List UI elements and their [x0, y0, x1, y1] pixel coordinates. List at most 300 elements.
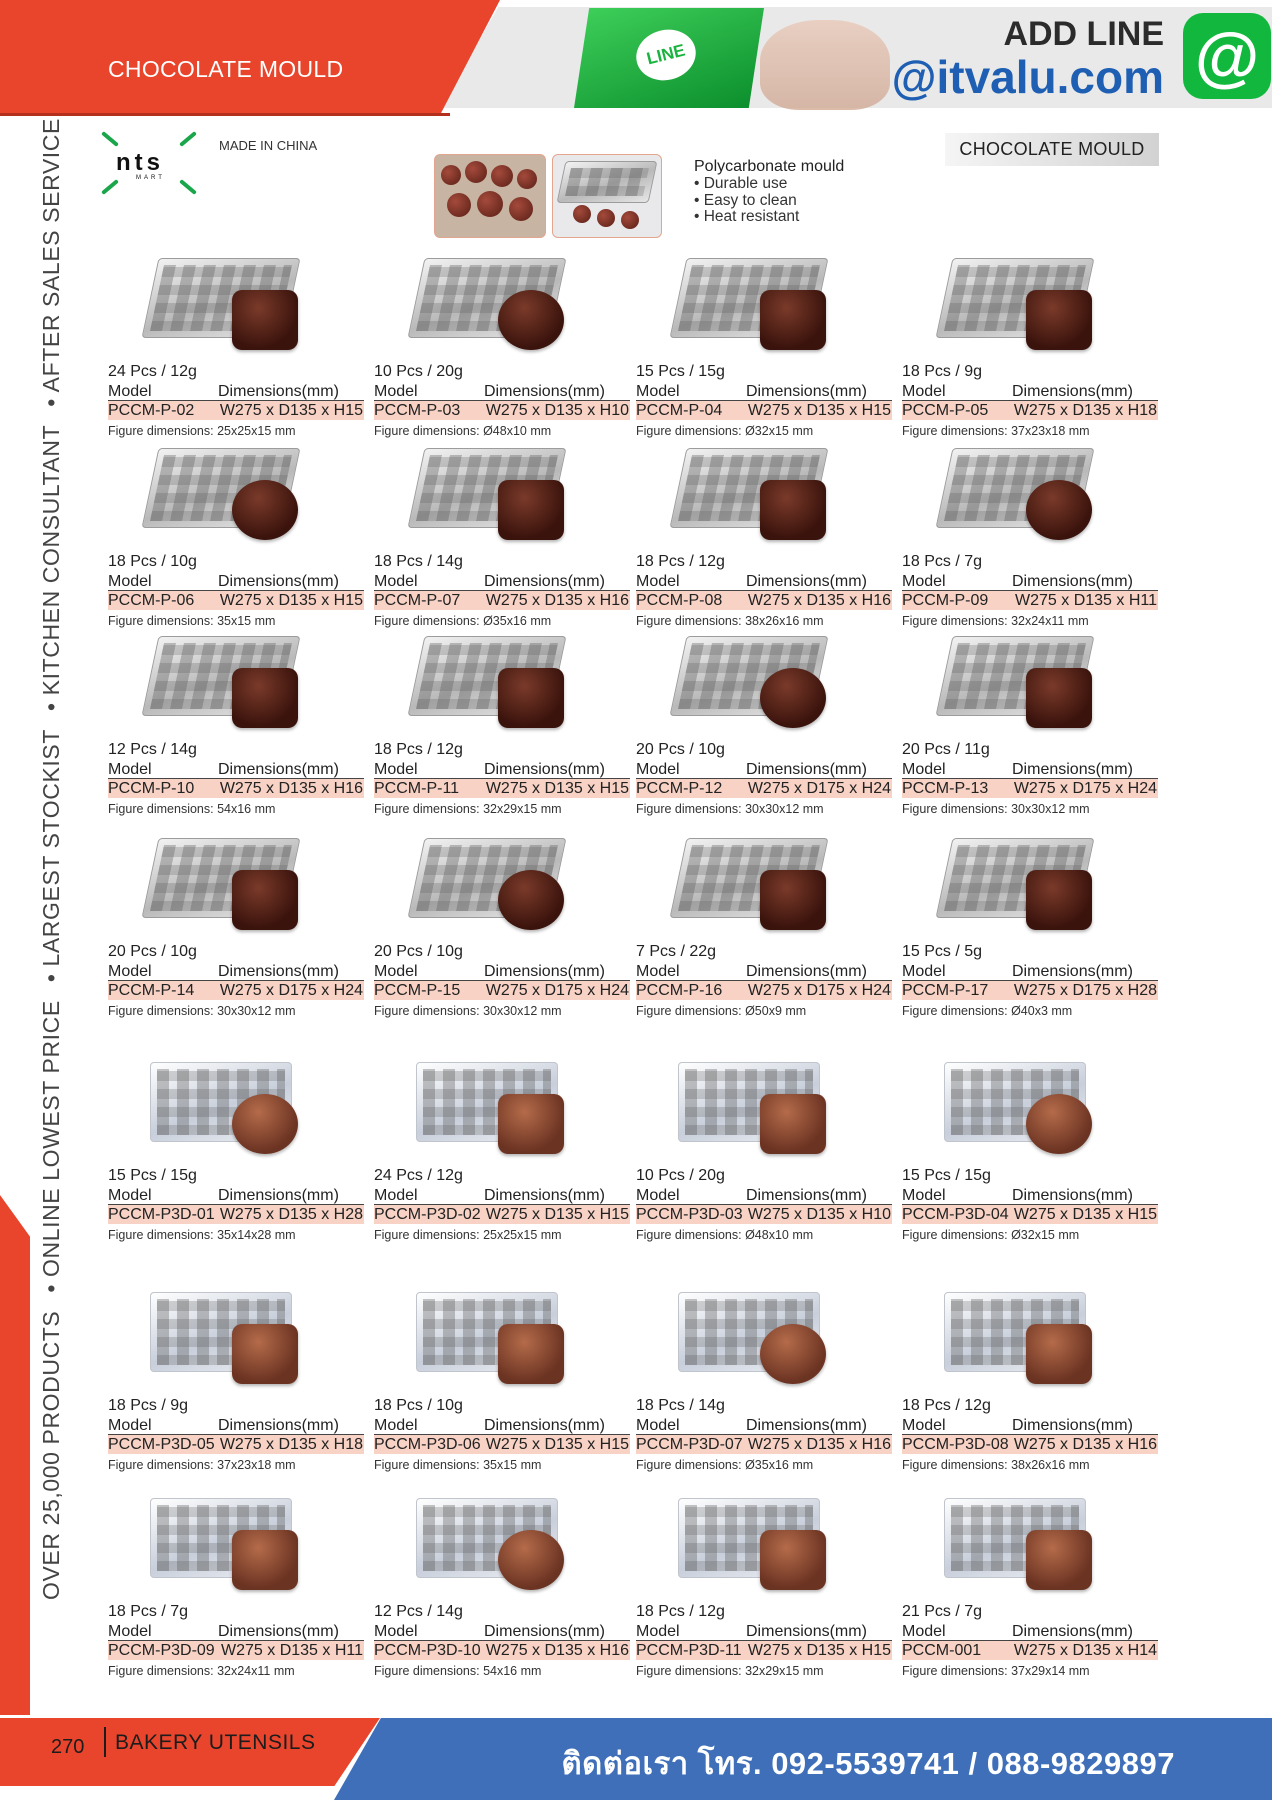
model-row — [374, 1435, 630, 1454]
figure-dimensions: Figure dimensions: Ø48x10 mm — [636, 1228, 814, 1242]
product-card[interactable] — [902, 628, 1158, 818]
dimensions-label: Dimensions(mm) — [218, 1623, 339, 1640]
dimensions-label: Dimensions(mm) — [746, 963, 867, 980]
product-count: 15 Pcs / 15g — [108, 1167, 197, 1184]
model-label: Model — [374, 761, 418, 778]
model-label: Model — [636, 963, 680, 980]
product-card[interactable] — [636, 628, 892, 818]
product-count: 20 Pcs / 10g — [636, 741, 725, 758]
model-label: Model — [374, 1187, 418, 1204]
line-at-icon[interactable] — [1183, 13, 1271, 99]
sidebar-item: • ONLINE LOWEST PRICE — [38, 1000, 64, 1293]
product-image — [416, 628, 586, 740]
side-accent-bar — [0, 1195, 30, 1715]
model-dimensions: W275 x D175 x H24 — [485, 982, 629, 999]
product-count: 15 Pcs / 15g — [902, 1167, 991, 1184]
figure-dimensions: Figure dimensions: 30x30x12 mm — [902, 802, 1090, 816]
spec-header — [108, 572, 364, 591]
dimensions-label: Dimensions(mm) — [1012, 1623, 1133, 1640]
chocolate-piece — [760, 668, 826, 728]
model-dimensions: W275 x D175 x H24 — [219, 982, 363, 999]
model-code: PCCM-P3D-01 — [108, 1206, 215, 1223]
model-dimensions: W275 x D175 x H28 — [1013, 982, 1157, 999]
model-row — [902, 779, 1158, 798]
model-label: Model — [374, 1417, 418, 1434]
model-row — [374, 1641, 630, 1660]
dimensions-label: Dimensions(mm) — [484, 1623, 605, 1640]
line-logo-text: LINE — [644, 40, 687, 69]
dimensions-label: Dimensions(mm) — [484, 1187, 605, 1204]
chocolate-piece — [760, 290, 826, 350]
chocolate-piece — [498, 1094, 564, 1154]
feature-item: • Easy to clean — [694, 193, 799, 210]
model-code: PCCM-P3D-09 — [108, 1642, 215, 1659]
figure-dimensions: Figure dimensions: 30x30x12 mm — [636, 802, 824, 816]
model-code: PCCM-P-06 — [108, 592, 195, 609]
model-row — [108, 981, 364, 1000]
product-count: 15 Pcs / 15g — [636, 363, 725, 380]
model-dimensions: W275 x D135 x H15 — [219, 402, 363, 419]
product-count: 12 Pcs / 14g — [108, 741, 197, 758]
spec-header — [374, 1186, 630, 1205]
spec-header — [374, 1622, 630, 1641]
product-image — [150, 1054, 320, 1166]
product-card[interactable] — [108, 830, 364, 1020]
model-dimensions: W275 x D175 x H24 — [747, 780, 891, 797]
spec-header — [374, 572, 630, 591]
product-image — [416, 1054, 586, 1166]
chocolate-piece — [1026, 480, 1092, 540]
model-dimensions: W275 x D135 x H15 — [747, 1642, 891, 1659]
dimensions-label: Dimensions(mm) — [218, 573, 339, 590]
dimensions-label: Dimensions(mm) — [746, 383, 867, 400]
chocolate-ball — [509, 197, 533, 221]
product-card[interactable] — [374, 1284, 630, 1474]
product-count: 18 Pcs / 10g — [374, 1397, 463, 1414]
product-image — [416, 1284, 586, 1396]
category-badge: CHOCOLATE MOULD — [945, 133, 1159, 166]
dimensions-label: Dimensions(mm) — [484, 1417, 605, 1434]
model-label: Model — [374, 1623, 418, 1640]
page-number: 270 — [51, 1736, 85, 1758]
model-row — [902, 1435, 1158, 1454]
model-row — [636, 1435, 892, 1454]
chocolate-piece — [1026, 1530, 1092, 1590]
model-code: PCCM-P-15 — [374, 982, 461, 999]
model-dimensions: W275 x D135 x H28 — [219, 1206, 363, 1223]
figure-dimensions: Figure dimensions: Ø35x16 mm — [636, 1458, 814, 1472]
spec-header — [902, 1622, 1158, 1641]
model-label: Model — [902, 573, 946, 590]
sidebar-slogan — [38, 118, 78, 1600]
spec-header — [108, 1186, 364, 1205]
product-image — [944, 250, 1114, 362]
figure-dimensions: Figure dimensions: 32x29x15 mm — [636, 1664, 824, 1678]
product-count: 12 Pcs / 14g — [374, 1603, 463, 1620]
model-row — [108, 1435, 364, 1454]
chocolate-ball — [597, 209, 615, 227]
product-card[interactable] — [636, 1054, 892, 1244]
model-label: Model — [108, 383, 152, 400]
model-row — [636, 401, 892, 420]
model-label: Model — [108, 1417, 152, 1434]
chocolate-piece — [232, 480, 298, 540]
logo-tick-icon — [101, 131, 119, 147]
spec-header — [108, 1416, 364, 1435]
product-card[interactable] — [374, 440, 630, 630]
dimensions-label: Dimensions(mm) — [746, 1417, 867, 1434]
product-count: 24 Pcs / 12g — [108, 363, 197, 380]
figure-dimensions: Figure dimensions: 30x30x12 mm — [108, 1004, 296, 1018]
sidebar-item: OVER 25,000 PRODUCTS — [38, 1310, 64, 1600]
product-card[interactable] — [374, 250, 630, 440]
model-dimensions: W275 x D135 x H16 — [747, 1436, 891, 1453]
product-card[interactable] — [902, 1284, 1158, 1474]
spec-header — [902, 382, 1158, 401]
chocolate-piece — [760, 870, 826, 930]
model-dimensions: W275 x D135 x H15 — [485, 780, 629, 797]
chocolate-ball — [573, 205, 591, 223]
dimensions-label: Dimensions(mm) — [1012, 761, 1133, 778]
model-code: PCCM-P-08 — [636, 592, 723, 609]
model-code: PCCM-P-10 — [108, 780, 195, 797]
poly-feature-list — [694, 176, 799, 226]
mould-photo — [552, 154, 662, 238]
line-id-link[interactable]: @itvalu.com — [891, 51, 1164, 103]
figure-dimensions: Figure dimensions: 25x25x15 mm — [108, 424, 296, 438]
figure-dimensions: Figure dimensions: Ø50x9 mm — [636, 1004, 807, 1018]
model-label: Model — [108, 963, 152, 980]
model-code: PCCM-P-05 — [902, 402, 989, 419]
chocolate-piece — [1026, 668, 1092, 728]
feature-item: • Heat resistant — [694, 209, 799, 226]
chocolate-ball — [491, 165, 513, 187]
figure-dimensions: Figure dimensions: 54x16 mm — [108, 802, 276, 816]
chocolate-piece — [1026, 1094, 1092, 1154]
figure-dimensions: Figure dimensions: 37x23x18 mm — [108, 1458, 296, 1472]
product-image — [678, 830, 848, 942]
spec-header — [374, 1416, 630, 1435]
model-label: Model — [108, 1187, 152, 1204]
dimensions-label: Dimensions(mm) — [1012, 383, 1133, 400]
model-label: Model — [902, 383, 946, 400]
model-code: PCCM-P3D-06 — [374, 1436, 481, 1453]
figure-dimensions: Figure dimensions: 25x25x15 mm — [374, 1228, 562, 1242]
product-count: 10 Pcs / 20g — [374, 363, 463, 380]
product-count: 21 Pcs / 7g — [902, 1603, 983, 1620]
product-card[interactable] — [108, 250, 364, 440]
model-code: PCCM-P3D-05 — [108, 1436, 215, 1453]
chocolate-ball — [441, 165, 461, 185]
product-card[interactable] — [108, 1054, 364, 1244]
dimensions-label: Dimensions(mm) — [218, 761, 339, 778]
model-dimensions: W275 x D135 x H16 — [747, 592, 891, 609]
model-row — [636, 1641, 892, 1660]
model-code: PCCM-P3D-07 — [636, 1436, 743, 1453]
product-image — [944, 1490, 1114, 1602]
model-row — [902, 591, 1158, 610]
product-image — [150, 830, 320, 942]
figure-dimensions: Figure dimensions: Ø35x16 mm — [374, 614, 552, 628]
model-code: PCCM-P3D-02 — [374, 1206, 481, 1223]
product-count: 7 Pcs / 22g — [636, 943, 717, 960]
product-count: 18 Pcs / 7g — [902, 553, 983, 570]
model-dimensions: W275 x D135 x H11 — [221, 1642, 363, 1659]
model-code: PCCM-P3D-10 — [374, 1642, 481, 1659]
product-image — [944, 1054, 1114, 1166]
spec-header — [902, 572, 1158, 591]
model-row — [108, 591, 364, 610]
figure-dimensions: Figure dimensions: 35x15 mm — [108, 614, 276, 628]
model-label: Model — [636, 1417, 680, 1434]
product-card[interactable] — [636, 830, 892, 1020]
spec-header — [636, 1416, 892, 1435]
figure-dimensions: Figure dimensions: Ø32x15 mm — [902, 1228, 1080, 1242]
product-image — [150, 1490, 320, 1602]
model-label: Model — [636, 1187, 680, 1204]
sidebar-item: • LARGEST STOCKIST — [38, 728, 64, 983]
figure-dimensions: Figure dimensions: Ø32x15 mm — [636, 424, 814, 438]
dimensions-label: Dimensions(mm) — [746, 1187, 867, 1204]
figure-dimensions: Figure dimensions: 32x24x11 mm — [902, 614, 1089, 628]
chocolate-ball — [517, 169, 537, 189]
product-count: 18 Pcs / 7g — [108, 1603, 189, 1620]
model-label: Model — [108, 573, 152, 590]
product-image — [678, 250, 848, 362]
made-in-label: MADE IN CHINA — [219, 138, 318, 153]
product-image — [416, 440, 586, 552]
product-card[interactable] — [636, 1490, 892, 1680]
logo-tick-icon — [179, 131, 197, 147]
product-image — [150, 1284, 320, 1396]
model-code: PCCM-P-13 — [902, 780, 989, 797]
model-row — [902, 1205, 1158, 1224]
dimensions-label: Dimensions(mm) — [1012, 573, 1133, 590]
spec-header — [108, 382, 364, 401]
chocolate-piece — [498, 290, 564, 350]
chocolate-piece — [232, 870, 298, 930]
model-row — [636, 981, 892, 1000]
product-card[interactable] — [902, 1490, 1158, 1680]
spec-header — [636, 962, 892, 981]
model-dimensions: W275 x D175 x H24 — [1013, 780, 1157, 797]
model-row — [374, 779, 630, 798]
product-card[interactable] — [108, 628, 364, 818]
dimensions-label: Dimensions(mm) — [746, 761, 867, 778]
model-dimensions: W275 x D135 x H11 — [1015, 592, 1157, 609]
chocolate-piece — [760, 1530, 826, 1590]
product-count: 15 Pcs / 5g — [902, 943, 983, 960]
model-label: Model — [636, 761, 680, 778]
figure-dimensions: Figure dimensions: 32x29x15 mm — [374, 802, 562, 816]
product-image — [150, 628, 320, 740]
model-dimensions: W275 x D135 x H18 — [219, 1436, 363, 1453]
dimensions-label: Dimensions(mm) — [484, 573, 605, 590]
product-card[interactable] — [108, 1284, 364, 1474]
model-row — [636, 779, 892, 798]
model-row — [374, 1205, 630, 1224]
product-card[interactable] — [636, 1284, 892, 1474]
figure-dimensions: Figure dimensions: Ø40x3 mm — [902, 1004, 1073, 1018]
brand-logo — [102, 133, 196, 195]
product-card[interactable] — [902, 440, 1158, 630]
spec-header — [108, 1622, 364, 1641]
page-title: CHOCOLATE MOULD — [108, 56, 344, 82]
figure-dimensions: Figure dimensions: 32x24x11 mm — [108, 1664, 295, 1678]
model-label: Model — [374, 383, 418, 400]
model-code: PCCM-P3D-04 — [902, 1206, 1009, 1223]
model-row — [902, 981, 1158, 1000]
spec-header — [636, 1622, 892, 1641]
brand-name: nts — [116, 149, 164, 176]
model-label: Model — [636, 383, 680, 400]
chocolate-piece — [760, 1094, 826, 1154]
model-label: Model — [902, 1623, 946, 1640]
product-card[interactable] — [902, 250, 1158, 440]
figure-dimensions: Figure dimensions: 37x23x18 mm — [902, 424, 1090, 438]
dimensions-label: Dimensions(mm) — [1012, 1417, 1133, 1434]
chocolate-piece — [1026, 290, 1092, 350]
chocolate-piece — [498, 870, 564, 930]
model-dimensions: W275 x D135 x H16 — [485, 592, 629, 609]
product-card[interactable] — [374, 1490, 630, 1680]
model-code: PCCM-P3D-11 — [636, 1642, 742, 1659]
product-card[interactable] — [902, 1054, 1158, 1244]
model-dimensions: W275 x D135 x H18 — [1013, 402, 1157, 419]
model-code: PCCM-P3D-03 — [636, 1206, 743, 1223]
model-row — [636, 591, 892, 610]
figure-dimensions: Figure dimensions: 35x14x28 mm — [108, 1228, 296, 1242]
chocolate-piece — [232, 1530, 298, 1590]
model-dimensions: W275 x D135 x H14 — [1013, 1642, 1157, 1659]
product-image — [944, 440, 1114, 552]
chocolate-piece — [498, 668, 564, 728]
spec-header — [374, 962, 630, 981]
dimensions-label: Dimensions(mm) — [484, 761, 605, 778]
chocolate-piece — [498, 1324, 564, 1384]
spec-header — [374, 382, 630, 401]
product-card[interactable] — [108, 440, 364, 630]
figure-dimensions: Figure dimensions: 30x30x12 mm — [374, 1004, 562, 1018]
product-image — [678, 1284, 848, 1396]
spec-header — [108, 760, 364, 779]
chocolate-piece — [232, 1094, 298, 1154]
product-card[interactable] — [374, 830, 630, 1020]
model-code: PCCM-P-04 — [636, 402, 723, 419]
add-line-label: ADD LINE — [1003, 15, 1164, 53]
contact-phone[interactable]: ติดต่อเรา โทร. 092-5539741 / 088-9829897 — [561, 1746, 1175, 1781]
sidebar-item: • AFTER SALES SERVICE — [38, 118, 64, 407]
product-image — [416, 830, 586, 942]
model-dimensions: W275 x D135 x H10 — [485, 402, 629, 419]
dimensions-label: Dimensions(mm) — [484, 383, 605, 400]
product-count: 18 Pcs / 12g — [374, 741, 463, 758]
chocolate-piece — [232, 290, 298, 350]
chocolate-ball — [621, 211, 639, 229]
model-label: Model — [636, 1623, 680, 1640]
product-card[interactable] — [636, 440, 892, 630]
chocolate-piece — [498, 480, 564, 540]
product-card[interactable] — [374, 1054, 630, 1244]
chocolate-piece — [760, 480, 826, 540]
product-image — [416, 250, 586, 362]
model-dimensions: W275 x D135 x H15 — [485, 1206, 629, 1223]
dimensions-label: Dimensions(mm) — [218, 1417, 339, 1434]
spec-header — [636, 1186, 892, 1205]
model-label: Model — [636, 573, 680, 590]
product-count: 18 Pcs / 10g — [108, 553, 197, 570]
product-count: 20 Pcs / 11g — [902, 741, 990, 758]
hand-icon — [760, 20, 890, 110]
model-dimensions: W275 x D135 x H16 — [219, 780, 363, 797]
chocolate-piece — [1026, 1324, 1092, 1384]
model-code: PCCM-P-03 — [374, 402, 461, 419]
dimensions-label: Dimensions(mm) — [1012, 963, 1133, 980]
product-card[interactable] — [902, 830, 1158, 1020]
product-image — [678, 440, 848, 552]
product-count: 18 Pcs / 14g — [636, 1397, 725, 1414]
product-count: 24 Pcs / 12g — [374, 1167, 463, 1184]
product-count: 20 Pcs / 10g — [108, 943, 197, 960]
spec-header — [902, 1416, 1158, 1435]
model-dimensions: W275 x D135 x H15 — [747, 402, 891, 419]
figure-dimensions: Figure dimensions: 54x16 mm — [374, 1664, 542, 1678]
product-image — [150, 250, 320, 362]
product-count: 18 Pcs / 12g — [636, 1603, 725, 1620]
model-row — [374, 981, 630, 1000]
model-code: PCCM-P-17 — [902, 982, 989, 999]
product-image — [416, 1490, 586, 1602]
product-image — [944, 628, 1114, 740]
product-count: 18 Pcs / 12g — [636, 553, 725, 570]
spec-header — [902, 760, 1158, 779]
model-label: Model — [902, 963, 946, 980]
model-row — [108, 1205, 364, 1224]
model-label: Model — [108, 761, 152, 778]
model-dimensions: W275 x D135 x H16 — [485, 1642, 629, 1659]
product-card[interactable] — [374, 628, 630, 818]
footer-divider — [104, 1727, 106, 1757]
model-row — [374, 401, 630, 420]
product-image — [678, 1490, 848, 1602]
section-name: BAKERY UTENSILS — [115, 1731, 316, 1754]
model-row — [636, 1205, 892, 1224]
model-code: PCCM-P-09 — [902, 592, 989, 609]
poly-title: Polycarbonate mould — [694, 158, 845, 175]
chocolate-piece — [760, 1324, 826, 1384]
model-label: Model — [374, 573, 418, 590]
model-code: PCCM-P-11 — [374, 780, 460, 797]
dimensions-label: Dimensions(mm) — [218, 963, 339, 980]
model-row — [108, 779, 364, 798]
model-row — [108, 1641, 364, 1660]
figure-dimensions: Figure dimensions: 38x26x16 mm — [636, 614, 824, 628]
model-code: PCCM-001 — [902, 1642, 982, 1659]
dimensions-label: Dimensions(mm) — [746, 1623, 867, 1640]
model-dimensions: W275 x D135 x H15 — [1013, 1206, 1157, 1223]
product-image — [150, 440, 320, 552]
model-code: PCCM-P-07 — [374, 592, 461, 609]
product-card[interactable] — [636, 250, 892, 440]
product-image — [678, 628, 848, 740]
model-label: Model — [374, 963, 418, 980]
at-symbol: @ — [1194, 19, 1260, 93]
chocolate-balls-photo — [434, 154, 546, 238]
model-dimensions: W275 x D175 x H24 — [747, 982, 891, 999]
product-card[interactable] — [108, 1490, 364, 1680]
dimensions-label: Dimensions(mm) — [1012, 1187, 1133, 1204]
spec-header — [636, 382, 892, 401]
